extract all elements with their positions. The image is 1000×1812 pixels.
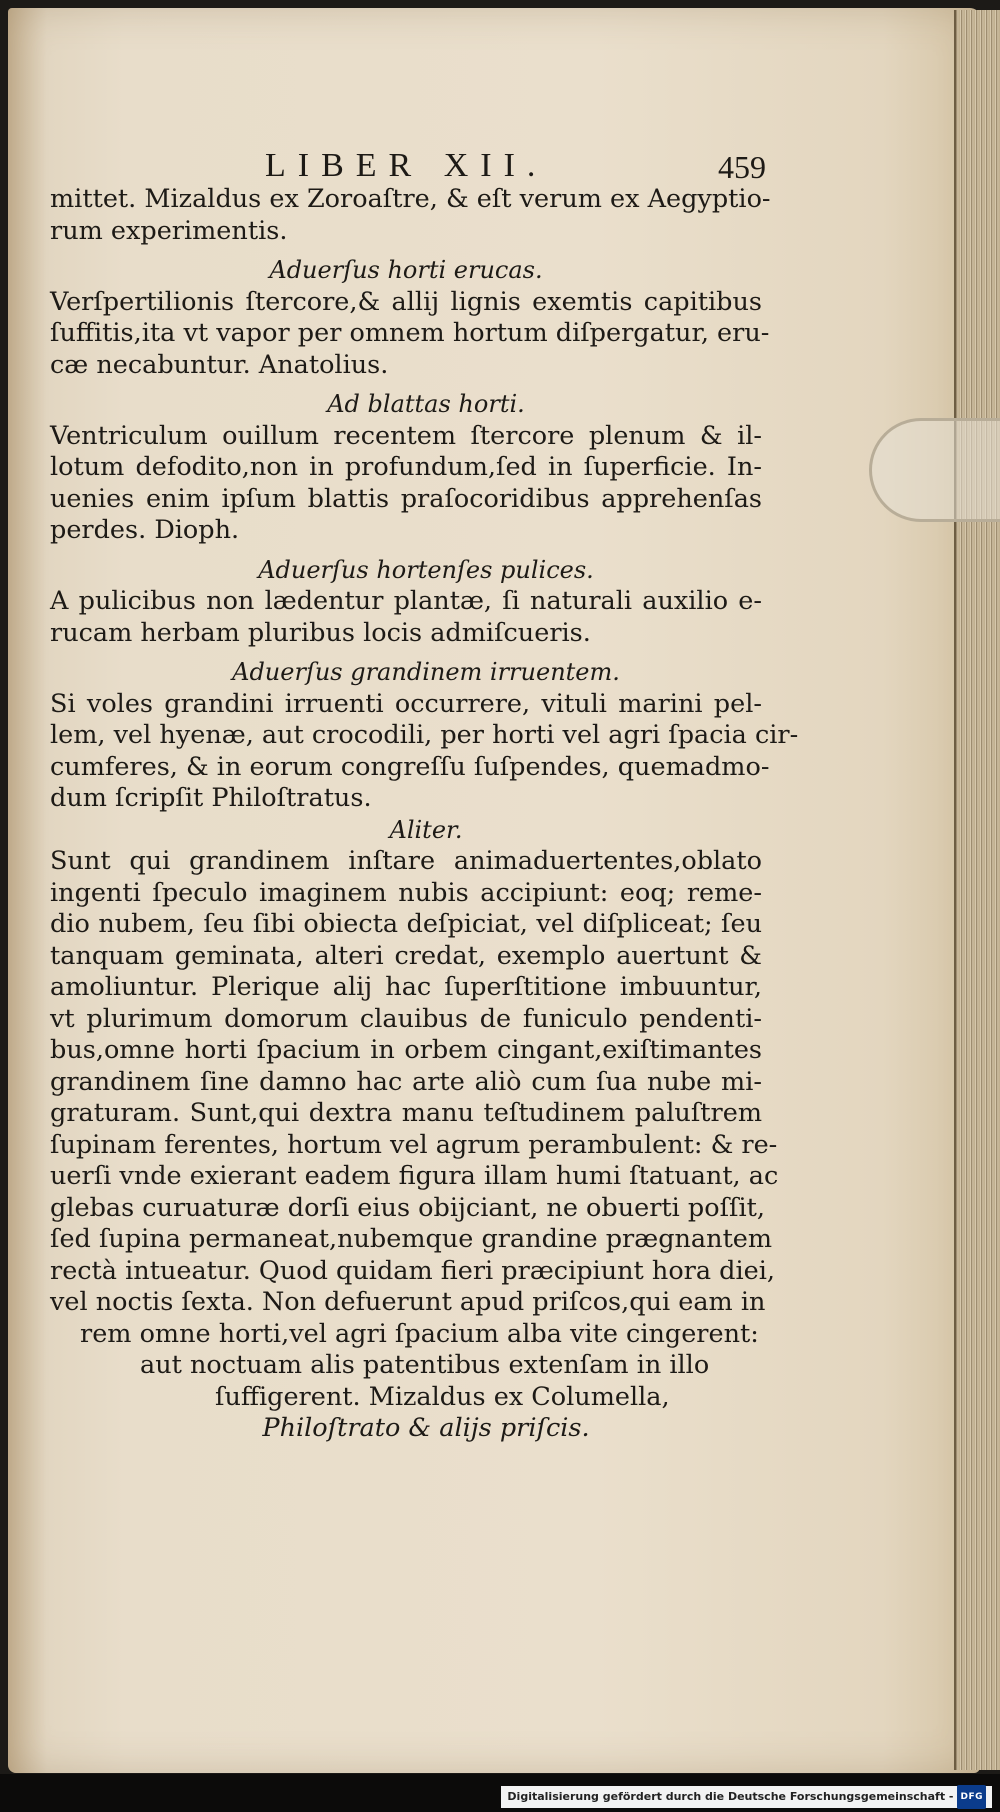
text-line: ſed ſupina permaneat,nubemque grandine prægnantem [50, 1224, 773, 1254]
text-line: Ventriculum ouillum recentem ſtercore plenum & il- [50, 420, 762, 451]
text-line: lotum defodito,non in profundum,ſed in ſuperficie. In- [50, 452, 762, 482]
text-line: Sunt qui grandinem inſtare animaduertentes,oblato [50, 846, 762, 876]
section-heading: Ad blattas horti. [327, 390, 525, 418]
text-line: A pulicibus non lædentur plantæ, ſi naturali auxilio e- [50, 586, 762, 616]
section-heading: Aduerſus hortenſes pulices. [258, 555, 594, 584]
text-line: ſuffitis,ita vt vapor per omnem hortum diſpergatur, eru- [50, 318, 770, 348]
running-head: LIBER XII. [265, 147, 548, 184]
text-line: lem, vel hyenæ, aut crocodili, per horti vel agri ſpacia cir- [50, 720, 799, 750]
page-edges [954, 10, 1000, 1770]
text-line: Si voles grandini irruenti occurrere, vituli marini pel- [50, 688, 762, 719]
text-line: ſupinam ferentes, hortum vel agrum perambulent: & re- [50, 1129, 778, 1160]
section-heading: Aduerſus horti erucas. [269, 256, 543, 284]
text-line: aut noctuam alis patentibus extenſam in illo [140, 1350, 710, 1380]
text-line: uerſi vnde exierant eadem figura illam humi ſtatuant, ac [50, 1161, 779, 1191]
section-heading: Aduerſus grandinem irruentem. [232, 658, 620, 686]
text-line: dio nubem, ſeu ſibi obiecta deſpiciat, vel diſpliceat; ſeu [50, 909, 762, 939]
digitization-credit [501, 1786, 992, 1808]
text-line: vt plurimum domorum clauibus de funiculo pendenti- [50, 1003, 762, 1034]
text-line: ſuffigerent. Mizaldus ex Columella, [215, 1381, 670, 1412]
text-line: glebas curuaturæ dorſi eius obijciant, ne obuerti poſſit, [50, 1192, 765, 1223]
dfg-logo: DFG [957, 1785, 986, 1809]
text-line: rectà intueatur. Quod quidam fieri præcipiunt hora diei, [50, 1255, 776, 1286]
text-line: cumferes, & in eorum congreſſu ſuſpendes, quemadmo- [50, 751, 770, 782]
text-line: rem omne horti,vel agri ſpacium alba vite cingerent: [80, 1318, 759, 1349]
page-body [50, 184, 799, 1445]
text-line: bus,omne horti ſpacium in orbem cingant,exiſtimantes [50, 1035, 762, 1065]
text-line: dum ſcripſit Philoſtratus. [50, 783, 372, 813]
text-line: uenies enim ipſum blattis praſocoridibus apprehenſas [50, 483, 762, 514]
page-number: 459 [718, 149, 766, 185]
text-line: grandinem ſine damno hac arte aliò cum ſua nube mi- [50, 1066, 762, 1097]
text-line: Philoſtrato & alijs priſcis. [262, 1413, 590, 1443]
text-line: mittet. Mizaldus ex Zoroaſtre, & eſt verum ex Aegyptio- [50, 184, 771, 214]
section-heading: Aliter. [389, 815, 463, 844]
text-line: perdes. Dioph. [50, 515, 240, 545]
text-line: ingenti ſpeculo imaginem nubis accipiunt: eoq; reme- [50, 877, 762, 908]
text-line: cæ necabuntur. Anatolius. [50, 349, 389, 380]
text-line: Verſpertilionis ſtercore,& allij lignis exemtis capitibus [50, 286, 762, 317]
credit-text: Digitalisierung gefördert durch die Deutsche Forschungsgemeinschaft - [507, 1790, 954, 1803]
text-line: rucam herbam pluribus locis admiſcueris. [50, 617, 591, 648]
text-line: amoliuntur. Plerique alij hac ſuperſtitione imbuuntur, [50, 972, 762, 1002]
text-line: tanquam geminata, alteri credat, exemplo auertunt & [50, 940, 762, 971]
text-line: vel noctis ſexta. Non defuerunt apud priſcos,qui eam in [50, 1287, 766, 1317]
text-line: rum experimentis. [50, 215, 288, 246]
text-line: graturam. Sunt,qui dextra manu teſtudinem paluſtrem [50, 1098, 762, 1128]
page-clip-tab [869, 418, 1000, 522]
